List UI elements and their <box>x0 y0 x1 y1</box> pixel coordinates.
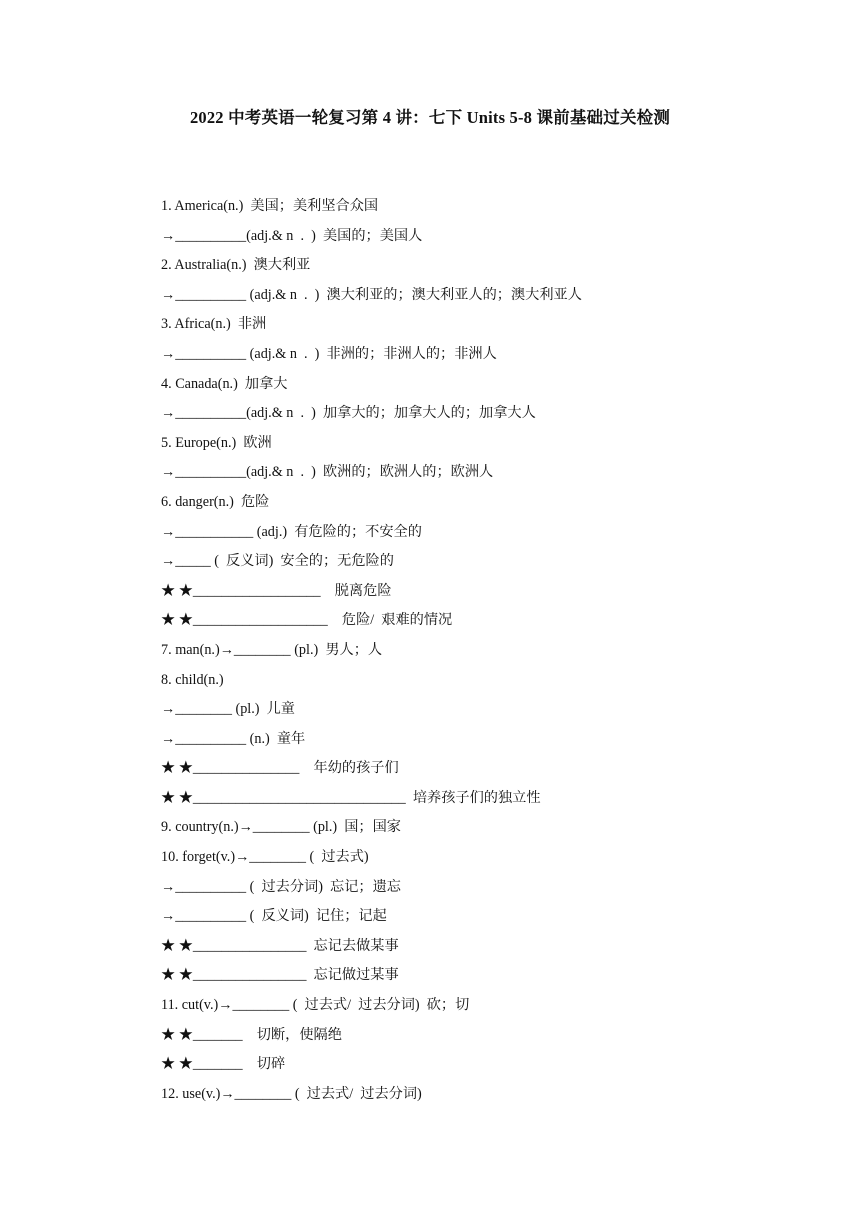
exercise-line: 12. use(v.)→________ ( 过去式/ 过去分词) <box>161 1085 422 1102</box>
exercise-line: 8. child(n.) <box>161 671 224 688</box>
exercise-line: →________ (pl.) 儿童 <box>161 701 295 718</box>
exercise-line: →__________ ( 过去分词) 忘记；遗忘 <box>161 878 401 895</box>
exercise-line: 1. America(n.) 美国；美利坚合众国 <box>161 198 379 214</box>
exercise-line: 9. country(n.)→________ (pl.) 国；国家 <box>161 819 401 836</box>
exercise-line: 11. cut(v.)→________ ( 过去式/ 过去分词) 砍；切 <box>161 997 470 1014</box>
exercise-line: ★ ★________________ 忘记去做某事 <box>161 937 399 954</box>
exercise-line: ★ ★_______ 切碎 <box>161 1056 286 1073</box>
exercise-line: ★ ★_______ 切断，使隔绝 <box>161 1026 342 1043</box>
exercise-line: →___________ (adj.) 有危险的；不安全的 <box>161 523 422 540</box>
exercise-line: →__________ (n.) 童年 <box>161 730 306 747</box>
exercise-line: ★ ★__________________ 脱离危险 <box>161 582 392 599</box>
exercise-line: ★ ★_______________ 年幼的孩子们 <box>161 760 399 777</box>
exercise-list <box>161 192 801 1109</box>
exercise-line: 7. man(n.)→________ (pl.) 男人；人 <box>161 641 383 658</box>
exercise-line: →__________ ( 反义词) 记住；记起 <box>161 908 387 925</box>
exercise-line: ★ ★________________ 忘记做过某事 <box>161 967 399 984</box>
document-title: 2022 中考英语一轮复习第 4 讲：七下 Units 5-8 课前基础过关检测 <box>189 108 671 127</box>
exercise-line: 6. danger(n.) 危险 <box>161 493 270 510</box>
exercise-line: →__________(adj.& n . ) 加拿大的；加拿大人的；加拿大人 <box>161 405 536 422</box>
exercise-line: →__________(adj.& n . ) 欧洲的；欧洲人的；欧洲人 <box>161 464 494 481</box>
exercise-line: 5. Europe(n.) 欧洲 <box>161 434 272 451</box>
exercise-line: 10. forget(v.)→________ ( 过去式) <box>161 849 369 866</box>
exercise-line: →__________ (adj.& n . ) 非洲的；非洲人的；非洲人 <box>161 345 497 362</box>
exercise-line: 3. Africa(n.) 非洲 <box>161 316 267 333</box>
exercise-line: →__________ (adj.& n . ) 澳大利亚的；澳大利亚人的；澳大利亚人 <box>161 286 582 303</box>
exercise-line: →__________(adj.& n . ) 美国的；美国人 <box>161 227 423 244</box>
exercise-line: ★ ★___________________ 危险/ 艰难的情况 <box>161 612 453 629</box>
exercise-line: 4. Canada(n.) 加拿大 <box>161 375 288 392</box>
exercise-line: 2. Australia(n.) 澳大利亚 <box>161 257 311 274</box>
exercise-line: ★ ★______________________________ 培养孩子们的独立性 <box>161 789 541 806</box>
exercise-line: →_____ ( 反义词) 安全的；无危险的 <box>161 553 394 570</box>
